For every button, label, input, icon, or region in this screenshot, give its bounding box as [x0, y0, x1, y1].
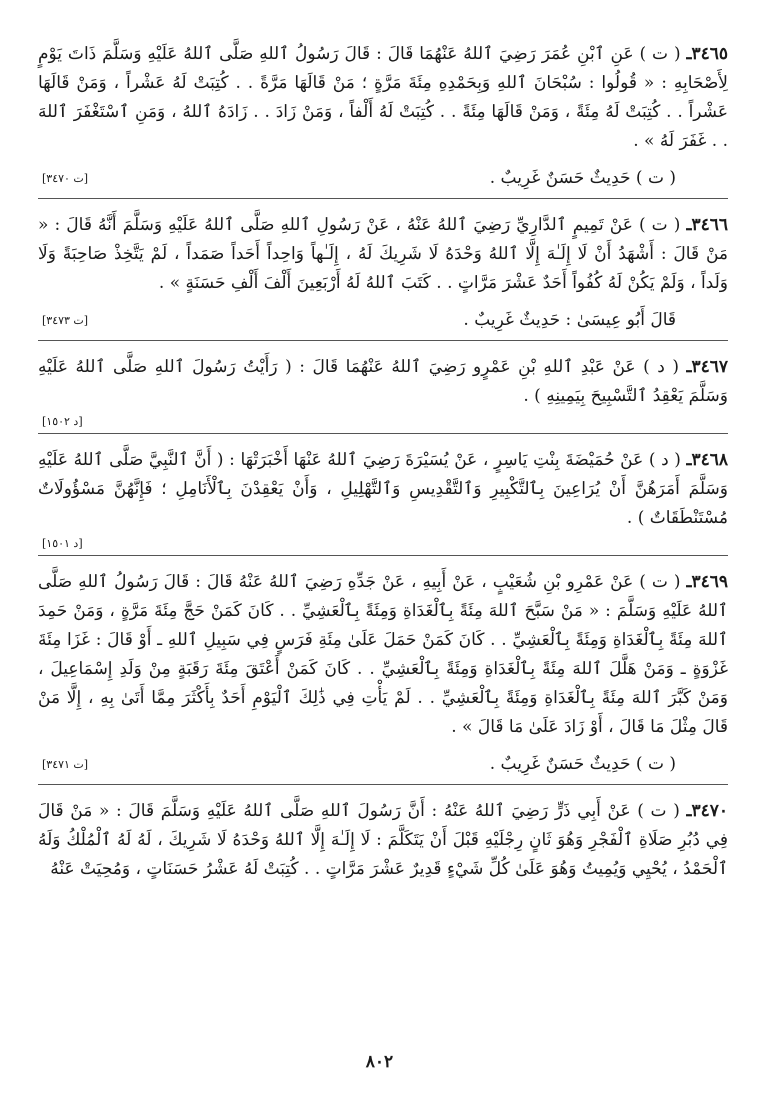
page-content: [38, 40, 728, 1070]
hadith-text: [38, 211, 728, 298]
hadith-body-text: ( ت ) عَنْ أَبِي ذَرٍّ رَضِيَ ٱللهُ عَنْهُ : أَنَّ رَسُولَ ٱللهِ صَلَّى ٱللهُ عَلَيْهِ وَسَلَّمَ قَالَ : « مَنْ قَالَ فِي دُبُرِ صَلَاةِ ٱلْفَجْرِ وَهُوَ ثَانٍ رِجْلَيْهِ قَبْلَ أَنْ يَتَكَلَّمَ : لَا إِلَـٰهَ إِلَّا ٱللهُ وَحْدَهُ لَا شَرِيكَ ، لَهُ لَهُ ٱلْمُلْكُ وَلَهُ ٱلْحَمْدُ ، يُحْيِي وَيُمِيتُ وَهُوَ عَلَىٰ كُلِّ شَيْءٍ قَدِيرٌ عَشْرَ مَرَّاتٍ . . كُتِبَتْ لَهُ عَشْرُ حَسَنَاتٍ ، وَمُحِيَتْ عَنْهُ: [38, 801, 728, 879]
hadith-grade: ( ت ) حَدِيثٌ حَسَنٌ غَرِيبٌ .: [489, 168, 676, 188]
hadith-body-text: ( ت ) عَنْ تَمِيمٍ ٱلدَّارِيِّ رَضِيَ ٱللهُ عَنْهُ ، عَنْ رَسُولِ ٱللهِ صَلَّى ٱللهُ عَلَيْهِ وَسَلَّمَ أَنَّهُ قَالَ : « مَنْ قَالَ : أَشْهَدُ أَنْ لَا إِلَـٰهَ إِلَّا ٱللهُ وَحْدَهُ لَا شَرِيكَ لَهُ ، إِلَـٰهاً وَاحِداً أَحَداً صَمَداً ، لَمْ يَتَّخِذْ صَاحِبَةً وَلَا وَلَداً ، وَلَمْ يَكُنْ لَهُ كُفُواً أَحَدٌ عَشْرَ مَرَّاتٍ . . كَتَبَ ٱللهُ لَهُ أَرْبَعِينَ أَلْفَ أَلْفِ حَسَنَةٍ » .: [38, 215, 728, 293]
hadith-text: [38, 797, 728, 884]
divider: [38, 198, 728, 199]
hadith-text: [38, 568, 728, 742]
divider: [38, 340, 728, 341]
hadith-number: ٣٤٧٠ـ: [686, 801, 729, 821]
hadith-text: [38, 353, 728, 411]
hadith-number: ٣٤٦٥ـ: [686, 44, 729, 64]
divider: [38, 784, 728, 785]
hadith-grade: قَالَ أَبُو عِيسَىٰ : حَدِيثٌ غَرِيبٌ .: [463, 310, 676, 330]
hadith-text: [38, 446, 728, 533]
hadith-number: ٣٤٦٩ـ: [686, 572, 728, 592]
hadith-body-text: ( ت ) عَنْ عَمْرِو بْنِ شُعَيْبٍ ، عَنْ أَبِيهِ ، عَنْ جَدِّهِ رَضِيَ ٱللهُ عَنْهُ قَالَ : قَالَ رَسُولُ ٱللهِ صَلَّى ٱللهُ عَلَيْهِ وَسَلَّمَ : « مَنْ سَبَّحَ ٱللهَ مِئَةً بِٱلْغَدَاةِ وَمِئَةً بِٱلْعَشِيِّ . . كَانَ كَمَنْ حَجَّ مِئَةَ مَرَّةٍ ، وَمَنْ حَمِدَ ٱللهَ مِئَةً بِٱلْغَدَاةِ وَمِئَةً بِٱلْعَشِيِّ . . كَانَ كَمَنْ حَمَلَ عَلَىٰ مِئَةِ فَرَسٍ فِي سَبِيلِ ٱللهِ ـ أَوْ قَالَ : غَزَا مِئَةَ غَزْوَةٍ ـ وَمَنْ هَلَّلَ ٱللهَ مِئَةً بِٱلْغَدَاةِ وَمِئَةً بِٱلْعَشِيِّ . . كَانَ كَمَنْ أَعْتَقَ مِئَةَ رَقَبَةٍ مِنْ وَلَدِ إِسْمَاعِيلَ ، وَمَنْ كَبَّرَ ٱللهَ مِئَةً بِٱلْغَدَاةِ وَمِئَةً بِٱلْعَشِيِّ . . لَمْ يَأْتِ فِي ذَٰلِكَ ٱلْيَوْمِ أَحَدٌ بِأَكْثَرَ مِمَّا أَتَىٰ بِهِ ، إِلَّا مَنْ قَالَ مِثْلَ مَا قَالَ ، أَوْ زَادَ عَلَىٰ مَا قَالَ » .: [38, 572, 728, 737]
hadith-reference: [د ١٥٠١]: [42, 537, 83, 550]
hadith-3467: [38, 353, 728, 434]
hadith-3469: [38, 568, 728, 785]
divider: [38, 433, 728, 434]
hadith-reference: [ت ٣٤٧٣]: [42, 314, 89, 327]
grade-row: [38, 306, 728, 336]
grade-row: [38, 164, 728, 194]
hadith-grade: ( ت ) حَدِيثٌ حَسَنٌ غَرِيبٌ .: [489, 754, 676, 774]
reference-row: [38, 535, 728, 551]
hadith-reference: [ت ٣٤٧٠]: [42, 172, 89, 185]
page-number: ٨٠٢: [365, 1052, 394, 1072]
reference-row: [38, 413, 728, 429]
hadith-3465: [38, 40, 728, 199]
hadith-number: ٣٤٦٦ـ: [686, 215, 728, 235]
hadith-reference: [د ١٥٠٢]: [42, 415, 83, 428]
hadith-number: ٣٤٦٧ـ: [686, 357, 728, 377]
divider: [38, 555, 728, 556]
hadith-number: ٣٤٦٨ـ: [686, 450, 728, 470]
grade-row: [38, 750, 728, 780]
hadith-text: [38, 40, 728, 156]
hadith-3466: [38, 211, 728, 341]
hadith-3470: [38, 797, 728, 884]
hadith-body-text: ( د ) عَنْ عَبْدِ ٱللهِ بْنِ عَمْرٍو رَضِيَ ٱللهُ عَنْهُمَا قَالَ : ( رَأَيْتُ رَسُولَ ٱللهِ صَلَّى ٱللهُ عَلَيْهِ وَسَلَّمَ يَعْقِدُ ٱلتَّسْبِيحَ بِيَمِينِهِ ) .: [38, 357, 728, 406]
hadith-reference: [ت ٣٤٧١]: [42, 758, 89, 771]
hadith-3468: [38, 446, 728, 556]
hadith-body-text: ( د ) عَنْ حُمَيْضَةَ بِنْتِ يَاسِرٍ ، عَنْ يُسَيْرَةَ رَضِيَ ٱللهُ عَنْهَا أَخْبَرَتْهَا : ( أَنَّ ٱلنَّبِيَّ صَلَّى ٱللهُ عَلَيْهِ وَسَلَّمَ أَمَرَهُنَّ أَنْ يُرَاعِينَ بِٱلتَّكْبِيرِ وَٱلتَّقْدِيسِ وَٱلتَّهْلِيلِ ، وَأَنْ يَعْقِدْنَ بِٱلْأَنَامِلِ ؛ فَإِنَّهُنَّ مَسْؤُولَاتٌ مُسْتَنْطَقَاتٌ ) .: [38, 450, 728, 528]
hadith-body-text: ( ت ) عَنِ ٱبْنِ عُمَرَ رَضِيَ ٱللهُ عَنْهُمَا قَالَ : قَالَ رَسُولُ ٱللهِ صَلَّى ٱللهُ عَلَيْهِ وَسَلَّمَ ذَاتَ يَوْمٍ لِأَصْحَابِهِ : « قُولُوا : سُبْحَانَ ٱللهِ وَبِحَمْدِهِ مِئَةَ مَرَّةٍ ؛ مَنْ قَالَهَا مَرَّةً . . كُتِبَتْ لَهُ عَشْراً ، وَمَنْ قَالَهَا عَشْراً . . كُتِبَتْ لَهُ مِئَةً ، وَمَنْ قَالَهَا مِئَةً . . كُتِبَتْ لَهُ أَلْفاً ، وَمَنْ زَادَ . . زَادَهُ ٱللهُ ، وَمَنِ ٱسْتَغْفَرَ ٱللهَ . . غَفَرَ لَهُ » .: [38, 44, 728, 151]
